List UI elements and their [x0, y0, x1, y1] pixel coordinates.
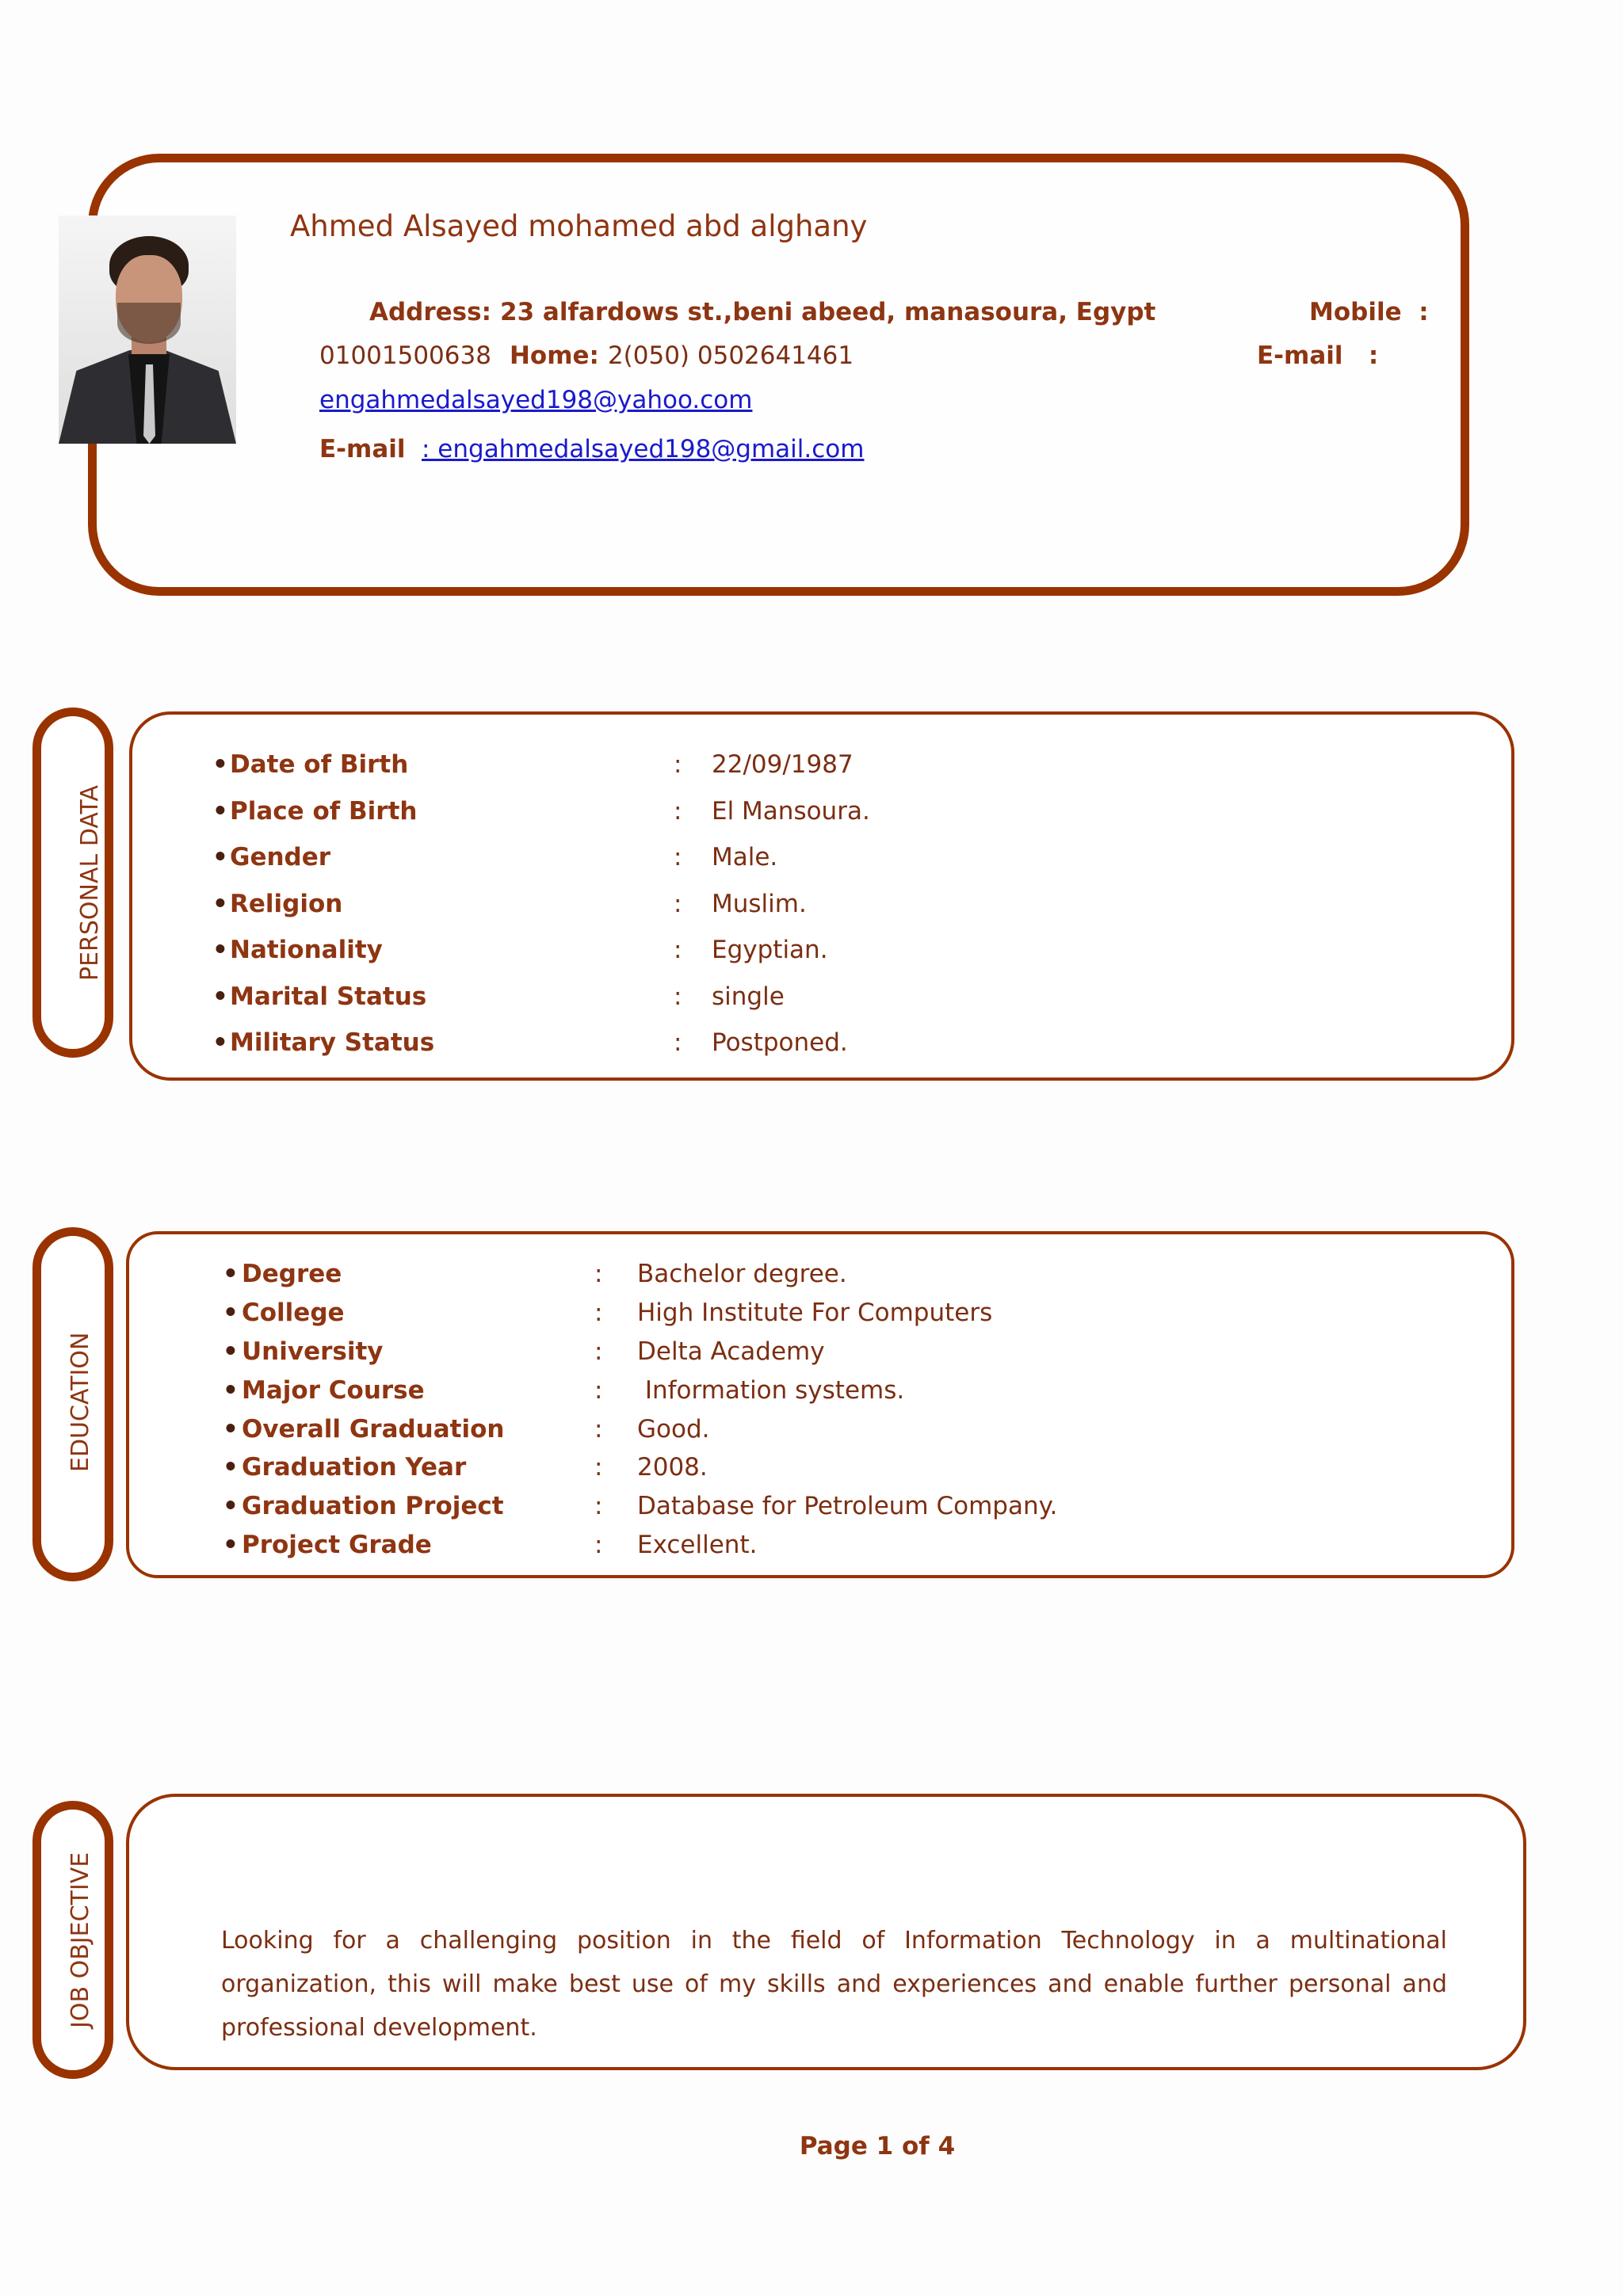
- field-label: • University: [223, 1337, 594, 1366]
- field-separator: :: [674, 889, 682, 918]
- field-separator: :: [674, 796, 682, 826]
- field-label: • Marital Status: [212, 982, 674, 1011]
- education-row: [223, 1526, 1057, 1565]
- address-line: [369, 296, 1155, 328]
- field-value: Muslim.: [712, 889, 807, 918]
- personal-data-row: [212, 788, 870, 835]
- field-value: Information systems.: [637, 1375, 905, 1405]
- field-value: Bachelor degree.: [637, 1260, 847, 1289]
- objective-line: organization, this will make best use of my skills and experiences and enable further personal and: [221, 1970, 1447, 1998]
- address-value: 23 alfardows st.,beni abeed, manasoura, Egypt: [500, 298, 1156, 326]
- email-link-gmail[interactable]: : engahmedalsayed198@gmail.com: [422, 435, 865, 463]
- field-label: • Degree: [223, 1260, 594, 1288]
- section-title-personal-data: PERSONAL DATA: [76, 784, 104, 981]
- objective-line: Looking for a challenging position in the field of Information Technology in a multinational: [221, 1927, 1447, 1955]
- candidate-name: Ahmed Alsayed mohamed abd alghany: [290, 209, 868, 243]
- email2-line: [422, 433, 864, 465]
- field-separator: :: [674, 843, 682, 872]
- field-label: • Date of Birth: [212, 750, 674, 779]
- phone-line: [319, 340, 854, 372]
- section-title-job-objective: JOB OBJECTIVE: [67, 1852, 94, 2029]
- personal-data-list: [212, 742, 870, 1066]
- education-row: [223, 1255, 1057, 1294]
- field-separator: :: [594, 1375, 603, 1405]
- personal-data-row: [212, 927, 870, 974]
- field-separator: :: [594, 1337, 603, 1366]
- field-separator: :: [594, 1530, 603, 1559]
- field-value: single: [712, 982, 785, 1011]
- email2-label: E-mail: [319, 435, 406, 463]
- field-label: • Nationality: [212, 936, 674, 964]
- section-title-education: EDUCATION: [67, 1332, 94, 1473]
- field-separator: :: [674, 982, 682, 1011]
- education-row: [223, 1409, 1057, 1448]
- address-label: Address:: [369, 298, 491, 326]
- field-separator: :: [594, 1492, 603, 1521]
- field-value: Male.: [712, 843, 778, 872]
- mobile-label: Mobile :: [1309, 298, 1429, 326]
- education-row: [223, 1371, 1057, 1409]
- field-label: • Graduation Year: [223, 1453, 594, 1482]
- email-link-yahoo[interactable]: engahmedalsayed198@yahoo.com: [319, 386, 753, 414]
- field-separator: :: [674, 750, 682, 780]
- education-row: [223, 1333, 1057, 1371]
- field-separator: :: [674, 1028, 682, 1058]
- email-line: [319, 384, 752, 416]
- education-list: [223, 1255, 1057, 1564]
- personal-data-row: [212, 742, 870, 788]
- field-separator: :: [594, 1260, 603, 1289]
- field-value: Good.: [637, 1414, 710, 1444]
- field-value: 2008.: [637, 1453, 708, 1482]
- objective-line: professional development.: [221, 2014, 537, 2042]
- field-value: 22/09/1987: [712, 750, 854, 780]
- field-value: Delta Academy: [637, 1337, 825, 1366]
- education-row: [223, 1487, 1057, 1526]
- profile-photo: [59, 215, 236, 444]
- field-label: • Religion: [212, 890, 674, 918]
- field-label: • Military Status: [212, 1028, 674, 1057]
- field-separator: :: [594, 1453, 603, 1482]
- field-label: • Major Course: [223, 1376, 594, 1405]
- photo-beard: [117, 303, 181, 344]
- field-value: Excellent.: [637, 1530, 758, 1559]
- education-row: [223, 1448, 1057, 1487]
- mobile-number: 01001500638: [319, 341, 491, 370]
- field-value: Egyptian.: [712, 936, 828, 965]
- field-label: • Graduation Project: [223, 1492, 594, 1520]
- personal-data-row: [212, 1020, 870, 1066]
- field-label: • Project Grade: [223, 1531, 594, 1559]
- personal-data-row: [212, 974, 870, 1020]
- email-label: E-mail :: [1257, 341, 1379, 370]
- field-separator: :: [594, 1414, 603, 1444]
- field-value: High Institute For Computers: [637, 1299, 993, 1328]
- page-number: Page 1 of 4: [799, 2132, 956, 2161]
- field-separator: :: [594, 1299, 603, 1328]
- field-label: • College: [223, 1299, 594, 1327]
- home-label: Home:: [509, 341, 599, 370]
- personal-data-row: [212, 881, 870, 928]
- field-separator: :: [674, 936, 682, 965]
- field-value: Postponed.: [712, 1028, 848, 1058]
- field-label: • Gender: [212, 843, 674, 871]
- personal-data-row: [212, 834, 870, 881]
- field-value: El Mansoura.: [712, 796, 870, 826]
- job-objective-text: [221, 1919, 1447, 2050]
- field-label: • Overall Graduation: [223, 1415, 594, 1444]
- field-label: • Place of Birth: [212, 797, 674, 826]
- home-phone: 2(050) 0502641461: [607, 341, 854, 370]
- education-row: [223, 1294, 1057, 1333]
- field-value: Database for Petroleum Company.: [637, 1492, 1058, 1521]
